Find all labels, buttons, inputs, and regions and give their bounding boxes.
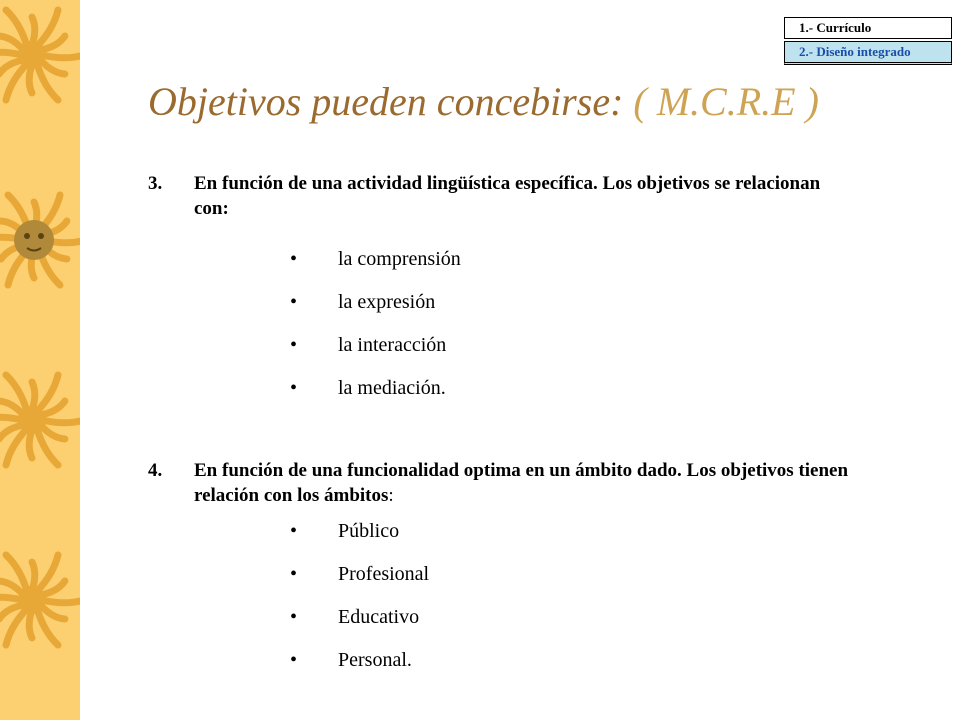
mask-eye [38, 233, 44, 239]
item-text-4 [194, 458, 854, 508]
nav-item-curriculo-label: 1.- Currículo [799, 20, 872, 35]
nav-item-diseno-integrado[interactable] [784, 41, 952, 65]
sun-ray [6, 64, 27, 100]
item-text-4-bold: En función de una funcionalidad optima en un ámbito dado. Los objetivos tienen relación con los ámbitos [194, 460, 849, 506]
sun-core [18, 586, 46, 614]
bullet-icon: • [290, 606, 298, 628]
sun-ray [32, 382, 35, 410]
section-nav [784, 17, 952, 65]
sun-ray [42, 55, 80, 58]
bullet-icon: • [290, 649, 298, 671]
sun-ray [37, 375, 58, 411]
decorative-sidebar [0, 0, 80, 720]
mask-eye [24, 233, 30, 239]
sun-core [14, 220, 54, 260]
bullet-icon: • [290, 291, 298, 313]
page-title [148, 78, 819, 125]
sun-ray [6, 429, 27, 465]
bullet-icon: • [290, 248, 298, 270]
item-text-3: En función de una actividad lingüística específica. Los objetivos se relacionan con: [194, 173, 821, 219]
sun-icon-3 [0, 375, 80, 465]
item-number-4: 4. [148, 460, 163, 481]
sun-ray [41, 425, 65, 439]
sun-ray [32, 562, 35, 590]
sun-core [18, 41, 46, 69]
sun-icon-4 [0, 555, 80, 645]
mask-sun-icon [0, 195, 80, 285]
sun-ray [29, 65, 32, 93]
item-number-3: 3. [148, 173, 163, 194]
bullet-icon: • [290, 520, 298, 542]
sun-ray [0, 581, 23, 595]
sun-ray [37, 555, 58, 591]
sun-core [18, 406, 46, 434]
sun-ray [41, 605, 65, 619]
title-main: Objetivos pueden concebirse: [148, 79, 624, 124]
sun-pattern [0, 0, 80, 720]
item-text-4-tail: : [388, 485, 394, 506]
sun-ray [29, 430, 32, 458]
sun-icon-1 [0, 10, 80, 100]
sun-ray [37, 10, 58, 46]
sun-ray [42, 420, 80, 423]
sun-ray [29, 610, 32, 638]
sun-ray [6, 609, 27, 645]
bullet-icon: • [290, 563, 298, 585]
sun-ray [32, 17, 35, 45]
sun-ray [0, 36, 23, 50]
bullet-icon: • [290, 334, 298, 356]
title-abbreviation: ( M.C.R.E ) [633, 79, 819, 124]
nav-item-diseno-label: 2.- Diseño integrado [799, 44, 911, 59]
sun-ray [42, 600, 80, 603]
nav-item-curriculo[interactable] [784, 17, 952, 39]
sun-ray [41, 60, 65, 74]
sun-ray [0, 401, 23, 415]
bullet-icon: • [290, 377, 298, 399]
